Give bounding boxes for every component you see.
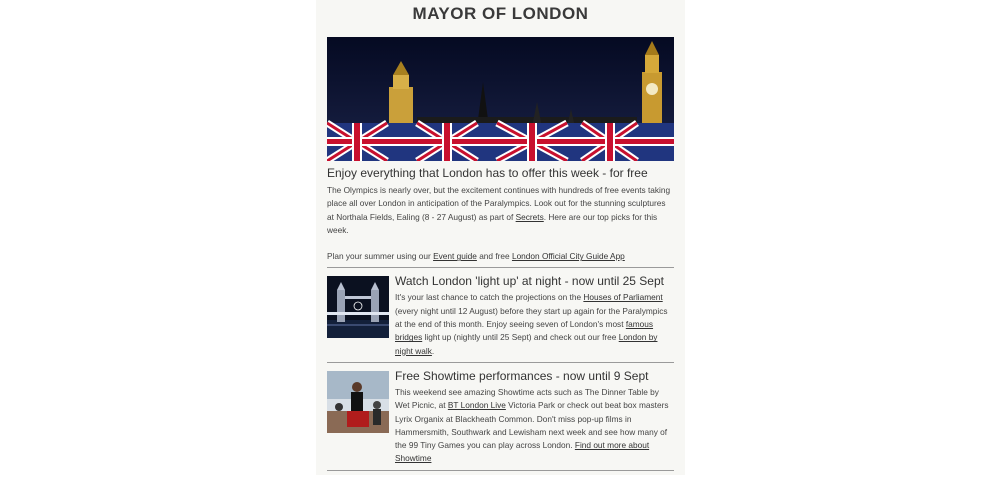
- event-guide-link[interactable]: Event guide: [433, 251, 477, 262]
- houses-of-parliament-link[interactable]: Houses of Parliament: [583, 292, 663, 303]
- divider: [327, 362, 674, 363]
- article-heading: Watch London 'light up' at night - now until 25 Sept: [395, 274, 664, 289]
- intro-heading: Enjoy everything that London has to offer this week - for free: [327, 166, 648, 180]
- text-segment: light up (nightly until 25 Sept) and check out our free: [422, 332, 619, 343]
- tower-bridge-thumbnail: [327, 276, 389, 338]
- plan-text-1: Plan your summer using our: [327, 251, 434, 262]
- bt-london-live-link[interactable]: BT London Live: [447, 400, 506, 411]
- showtime-thumbnail: [327, 371, 389, 433]
- plan-text-2: and free: [476, 251, 512, 262]
- intro-text-1: The Olympics is nearly over, but the excitement continues with hundreds of free events taking place all over London in anticipation of the Paralympics. Look out for the stunning sculptures at Northala Fields, Ealing (8 - 27 August) as part of: [327, 185, 671, 222]
- email-column: [316, 0, 685, 475]
- article-body: [395, 276, 674, 357]
- london-by-night-walk-link[interactable]: London by night walk: [395, 332, 658, 356]
- text-segment: It's your last chance to catch the projections on the: [395, 292, 584, 303]
- hero-image: [327, 37, 674, 161]
- find-out-more-showtime-link[interactable]: Find out more about Showtime: [395, 440, 650, 464]
- header-title: MAYOR OF LONDON: [412, 4, 589, 23]
- divider: [327, 267, 674, 268]
- city-guide-app-link[interactable]: London Official City Guide App: [511, 251, 625, 262]
- text-segment: This weekend see amazing Showtime acts such as The Dinner Table by Wet Picnic, at: [395, 386, 659, 411]
- article-paragraph: [395, 386, 674, 466]
- article-item: [327, 368, 674, 466]
- intro-paragraph: [327, 184, 674, 237]
- westminster-flag-image: [327, 37, 674, 161]
- secrets-link[interactable]: Secrets: [515, 211, 544, 222]
- text-segment: (every night until 12 August) before they start up again for the Paralympics at the end of this month. Enjoy seeing seven of London's most: [395, 305, 668, 330]
- text-segment: .: [431, 345, 435, 356]
- text-segment: Victoria Park or check out beat box masters Lyrix Organix at Blackheath Common. Don't miss pop-up films in Hammersmith, Southwark and Lewisham next week and see how many of the 99 Tiny Games you can play across London.: [395, 400, 669, 451]
- content: [327, 166, 674, 479]
- plan-paragraph: [327, 250, 674, 263]
- famous-bridges-link[interactable]: famous bridges: [395, 319, 654, 343]
- article-paragraph: [395, 291, 674, 357]
- intro-section: [327, 166, 674, 263]
- article-item: [327, 276, 674, 357]
- divider: [327, 470, 674, 471]
- intro-text-2: . Here are our top picks for this week.: [327, 211, 658, 235]
- article-heading: Free Showtime performances - now until 9 Sept: [395, 368, 649, 383]
- article-body: [395, 368, 674, 466]
